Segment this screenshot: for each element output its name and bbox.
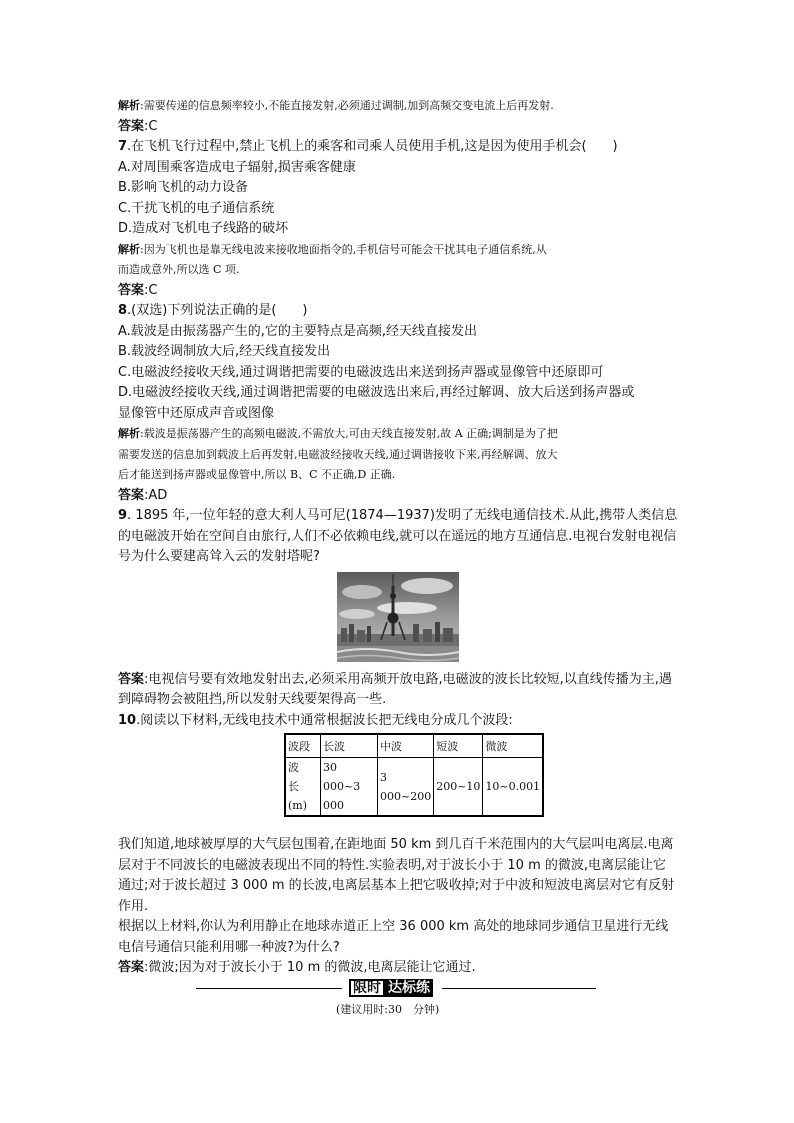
answer-text: :C xyxy=(144,118,158,134)
row-label-line: 波 长 xyxy=(288,761,310,793)
answer-label: 答案 xyxy=(118,960,145,975)
question-number: 8 xyxy=(118,303,128,318)
option-c: C.干扰飞机的电子通信系统 xyxy=(118,200,275,216)
question-number: 10 xyxy=(118,712,137,728)
badge-left: 限时 xyxy=(349,979,385,997)
answer-q7 xyxy=(118,281,678,302)
divider-right xyxy=(442,988,596,989)
paragraph-question: 根据以上材料,你认为利用静止在地球赤道正上空 36 000 km 高处的地球同步通信卫星进行无线电信号通信只能利用哪一种波?为什么? xyxy=(118,919,669,955)
explanation-q8-cont1: 需要发送的信息加到载波上后再发射,电磁波经接收天线,通过调谐接收下来,再经解调、放大 xyxy=(118,447,558,461)
photo-container xyxy=(118,572,678,664)
explanation-p0 xyxy=(118,96,678,117)
table-cell-short: 200~10 xyxy=(434,758,483,817)
table-header-cell: 短波 xyxy=(434,734,483,758)
table-header-cell: 波段 xyxy=(285,734,321,758)
answer-label: 答案 xyxy=(118,487,145,503)
cell-line: 3 xyxy=(380,770,387,784)
divider-left xyxy=(196,988,342,989)
section-footer xyxy=(196,979,596,1019)
badge-right: 达标练 xyxy=(385,979,433,997)
answer-text: :AD xyxy=(144,487,168,503)
answer-q10 xyxy=(118,958,678,979)
question-stem: .在飞机飞行过程中,禁止飞机上的乘客和司乘人员使用手机,这是因为使用手机会( ) xyxy=(127,139,618,154)
answer-q8 xyxy=(118,486,678,507)
time-hint: (建议用时:30 分钟) xyxy=(336,1003,440,1016)
paragraph-ionosphere: 我们知道,地球被厚厚的大气层包围着,在距地面 50 km 到几百千米范围内的大气层叫电离层.电离层对于不同波长的电磁波表现出不同的特性.实验表明,对于波长小于 10 m 的微波,电离层能让它通过;对于波长超过 3 000 m 的长波,电离层基本上把它吸收掉;对于中波和短波电离层对它有反射作用. xyxy=(118,837,675,914)
option-d: D.电磁波经接收天线,通过调谐把需要的电磁波选出来后,再经过解调、放大后送到扬声器或 xyxy=(118,385,635,400)
question-9 xyxy=(118,506,678,568)
table-header-cell: 中波 xyxy=(378,734,434,758)
answer-p0 xyxy=(118,117,678,138)
question-7 xyxy=(118,137,678,158)
explain-label: 解析 xyxy=(118,427,140,440)
answer-label: 答案 xyxy=(118,282,145,298)
answer-text: :电视信号要有效地发射出去,必须采用高频开放电路,电磁波的波长比较短,以直线传播为主,遇到障碍物会被阻挡,所以发射天线要架得高一些. xyxy=(118,671,672,707)
question-8 xyxy=(118,301,678,322)
answer-q9 xyxy=(118,670,678,711)
question-stem: .阅读以下材料,无线电技术中通常根据波长把无线电分成几个波段: xyxy=(136,712,513,728)
explanation-q8 xyxy=(118,424,678,445)
wavelength-table xyxy=(284,733,544,817)
table-header-cell: 微波 xyxy=(483,734,543,758)
tv-tower-photo xyxy=(337,572,459,662)
option-a: A.对周围乘客造成电子辐射,损害乘客健康 xyxy=(118,159,356,175)
explanation-q7-cont: 而造成意外,所以选 C 项. xyxy=(118,263,240,276)
table-row-label xyxy=(285,758,321,817)
question-10 xyxy=(118,711,678,732)
explain-text: :载波是振荡器产生的高频电磁波,不需放大,可由天线直接发射,故 A 正确;调制是为了把 xyxy=(140,427,558,440)
explanation-q8-cont2: 后才能送到扬声器或显像管中,所以 B、C 不正确,D 正确. xyxy=(118,468,396,481)
question-stem: . 1895 年,一位年轻的意大利人马可尼(1874—1937)发明了无线电通信技术.从此,携带人类信息的电磁波开始在空间自由旅行,人们不必依赖电线,就可以在遥远的地方互通信息.电视台发射电视信号为什么要建高耸入云的发射塔呢? xyxy=(118,508,678,564)
option-b: B.载波经调制放大后,经天线直接发出 xyxy=(118,344,331,359)
section-badge xyxy=(344,979,438,997)
table-header-cell: 长波 xyxy=(321,734,378,758)
option-a: A.载波是由振荡器产生的,它的主要特点是高频,经天线直接发出 xyxy=(118,323,478,339)
document-body xyxy=(118,96,678,979)
table-cell-medium xyxy=(378,758,434,817)
table-cell-micro: 10~0.001 xyxy=(483,758,543,817)
answer-text: :微波;因为对于波长小于 10 m 的微波,电离层能让它通过. xyxy=(144,960,476,975)
answer-label: 答案 xyxy=(118,671,145,687)
table-header-row xyxy=(285,734,543,758)
option-d: D.造成对飞机电子线路的破坏 xyxy=(118,221,289,236)
option-c: C.电磁波经接收天线,通过调谐把需要的电磁波选出来送到扬声器或显像管中还原即可 xyxy=(118,364,604,380)
answer-label: 答案 xyxy=(118,118,145,134)
explanation-q7 xyxy=(118,240,678,261)
cell-line: 30 000~3 xyxy=(323,761,361,793)
option-b: B.影响飞机的动力设备 xyxy=(118,180,249,195)
question-stem: .(双选)下列说法正确的是( ) xyxy=(127,303,308,318)
table-cell-long xyxy=(321,758,378,817)
explain-text: :需要传递的信息频率较小,不能直接发射,必须通过调制,加到高频交变电流上后再发射. xyxy=(140,99,554,112)
cell-line: 000~200 xyxy=(380,789,432,803)
answer-text: :C xyxy=(144,282,158,298)
table-row xyxy=(285,758,543,817)
row-label-line: (m) xyxy=(288,799,308,812)
cell-line: 000 xyxy=(323,799,344,812)
explain-label: 解析 xyxy=(118,99,140,112)
explain-label: 解析 xyxy=(118,242,140,256)
question-number: 9 xyxy=(118,508,128,523)
question-number: 7 xyxy=(118,139,128,154)
option-d-cont: 显像管中还原成声音或图像 xyxy=(118,405,275,421)
explain-text: :因为飞机也是靠无线电波来接收地面指令的,手机信号可能会干扰其电子通信系统,从 xyxy=(140,242,547,256)
